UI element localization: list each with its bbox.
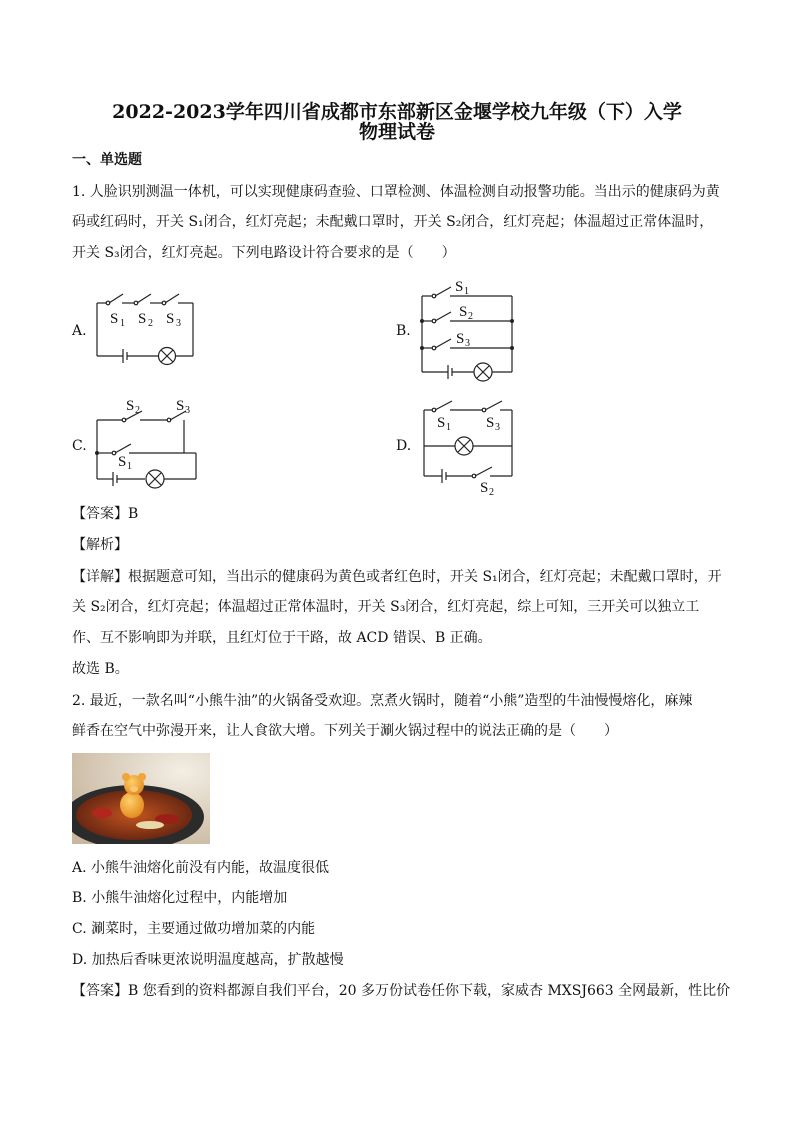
answer-tag: 【答案】 <box>72 983 128 999</box>
switch-label-s2: S <box>459 304 468 320</box>
switch-label-s3-index: 3 <box>495 422 500 433</box>
q2-option-a: A. 小熊牛油熔化前没有内能，故温度很低 <box>72 860 330 876</box>
switch-label-s3: S <box>456 331 465 347</box>
q1-stem-line2: 码或红码时，开关 S₁闭合，红灯亮起；未配戴口罩时，开关 S₂闭合，红灯亮起；体温超过正常体温时， <box>72 214 714 230</box>
answer-line: B 您看到的资料都源自我们平台，20 多万份试卷任你下载，家威杏 MXSJ663 全网最新，性比价 <box>128 983 731 999</box>
switch-label-s1: S <box>118 454 127 470</box>
q1-stem-line1: 1. 人脸识别测温一体机，可以实现健康码查验、口罩检测、体温检测自动报警功能。当出示的健康码为黄 <box>72 184 720 200</box>
switch-label-s3-index: 3 <box>185 405 190 416</box>
page-title-line2: 物理试卷 <box>358 121 435 143</box>
circuit-diagram-c <box>92 398 202 493</box>
hotpot-bear-photo <box>72 753 210 844</box>
q1-conclusion: 故选 B。 <box>72 661 129 677</box>
q1-option-b-label: B. <box>396 323 411 339</box>
q1-detail-line1 <box>72 567 722 587</box>
q1-answer <box>72 504 138 524</box>
q2-option-c: C. 涮菜时，主要通过做功增加菜的内能 <box>72 921 316 937</box>
switch-label-s2-index: 2 <box>468 311 473 322</box>
switch-label-s3: S <box>486 415 495 431</box>
section-heading: 一、单选题 <box>72 152 142 168</box>
switch-label-s2-index: 2 <box>489 487 494 498</box>
switch-label-s2: S <box>138 311 147 327</box>
switch-label-s2-index: 2 <box>148 318 153 329</box>
switch-label-s2: S <box>480 480 489 496</box>
switch-label-s1-index: 1 <box>464 286 469 297</box>
page-title-line1: 2022-2023学年四川省成都市东部新区金堰学校九年级（下）入学 <box>112 101 682 123</box>
switch-label-s2: S <box>126 398 135 414</box>
q2-stem-line1: 2. 最近，一款名叫“小熊牛油”的火锅备受欢迎。烹煮火锅时，随着“小熊”造型的牛油慢慢熔化，麻辣 <box>72 693 693 709</box>
q2-stem-line2: 鲜香在空气中弥漫开来，让人食欲大增。下列关于涮火锅过程中的说法正确的是（ ） <box>72 723 618 739</box>
switch-label-s1: S <box>455 279 464 295</box>
q2-option-d: D. 加热后香味更浓说明温度越高，扩散越慢 <box>72 952 344 968</box>
answer-tag: 【答案】 <box>72 506 128 522</box>
detail-text: 根据题意可知，当出示的健康码为黄色或者红色时，开关 S₁闭合，红灯亮起；未配戴口罩时，开 <box>128 569 722 585</box>
q1-option-d-label: D. <box>396 438 412 454</box>
q1-detail-line3: 作、互不影响即为并联，且红灯位于干路，故 ACD 错误、B 正确。 <box>72 630 492 646</box>
q2-answer <box>72 981 730 1001</box>
switch-label-s3: S <box>166 311 175 327</box>
answer-value: B <box>128 506 139 522</box>
switch-label-s2-index: 2 <box>135 405 140 416</box>
circuit-diagram-b <box>418 278 518 382</box>
detail-tag: 【详解】 <box>72 569 128 585</box>
circuit-diagram-d <box>418 398 518 496</box>
switch-label-s3-index: 3 <box>176 318 181 329</box>
switch-label-s1: S <box>437 415 446 431</box>
q1-stem-line3: 开关 S₃闭合，红灯亮起。下列电路设计符合要求的是（ ） <box>72 245 456 261</box>
circuit-diagram-a <box>92 285 202 365</box>
switch-label-s1: S <box>110 311 119 327</box>
switch-label-s3: S <box>176 398 185 414</box>
q2-option-b: B. 小熊牛油熔化过程中，内能增加 <box>72 890 288 906</box>
switch-label-s1-index: 1 <box>446 422 451 433</box>
q1-option-c-label: C. <box>72 438 87 454</box>
q1-option-a-label: A. <box>72 323 87 339</box>
q1-detail-line2: 关 S₂闭合，红灯亮起；体温超过正常体温时，开关 S₃闭合，红灯亮起，综上可知，三开关可以独立工 <box>72 599 700 615</box>
switch-label-s1-index: 1 <box>127 461 132 472</box>
q1-analysis-tag: 【解析】 <box>72 537 128 553</box>
switch-label-s1-index: 1 <box>120 318 125 329</box>
switch-label-s3-index: 3 <box>465 338 470 349</box>
